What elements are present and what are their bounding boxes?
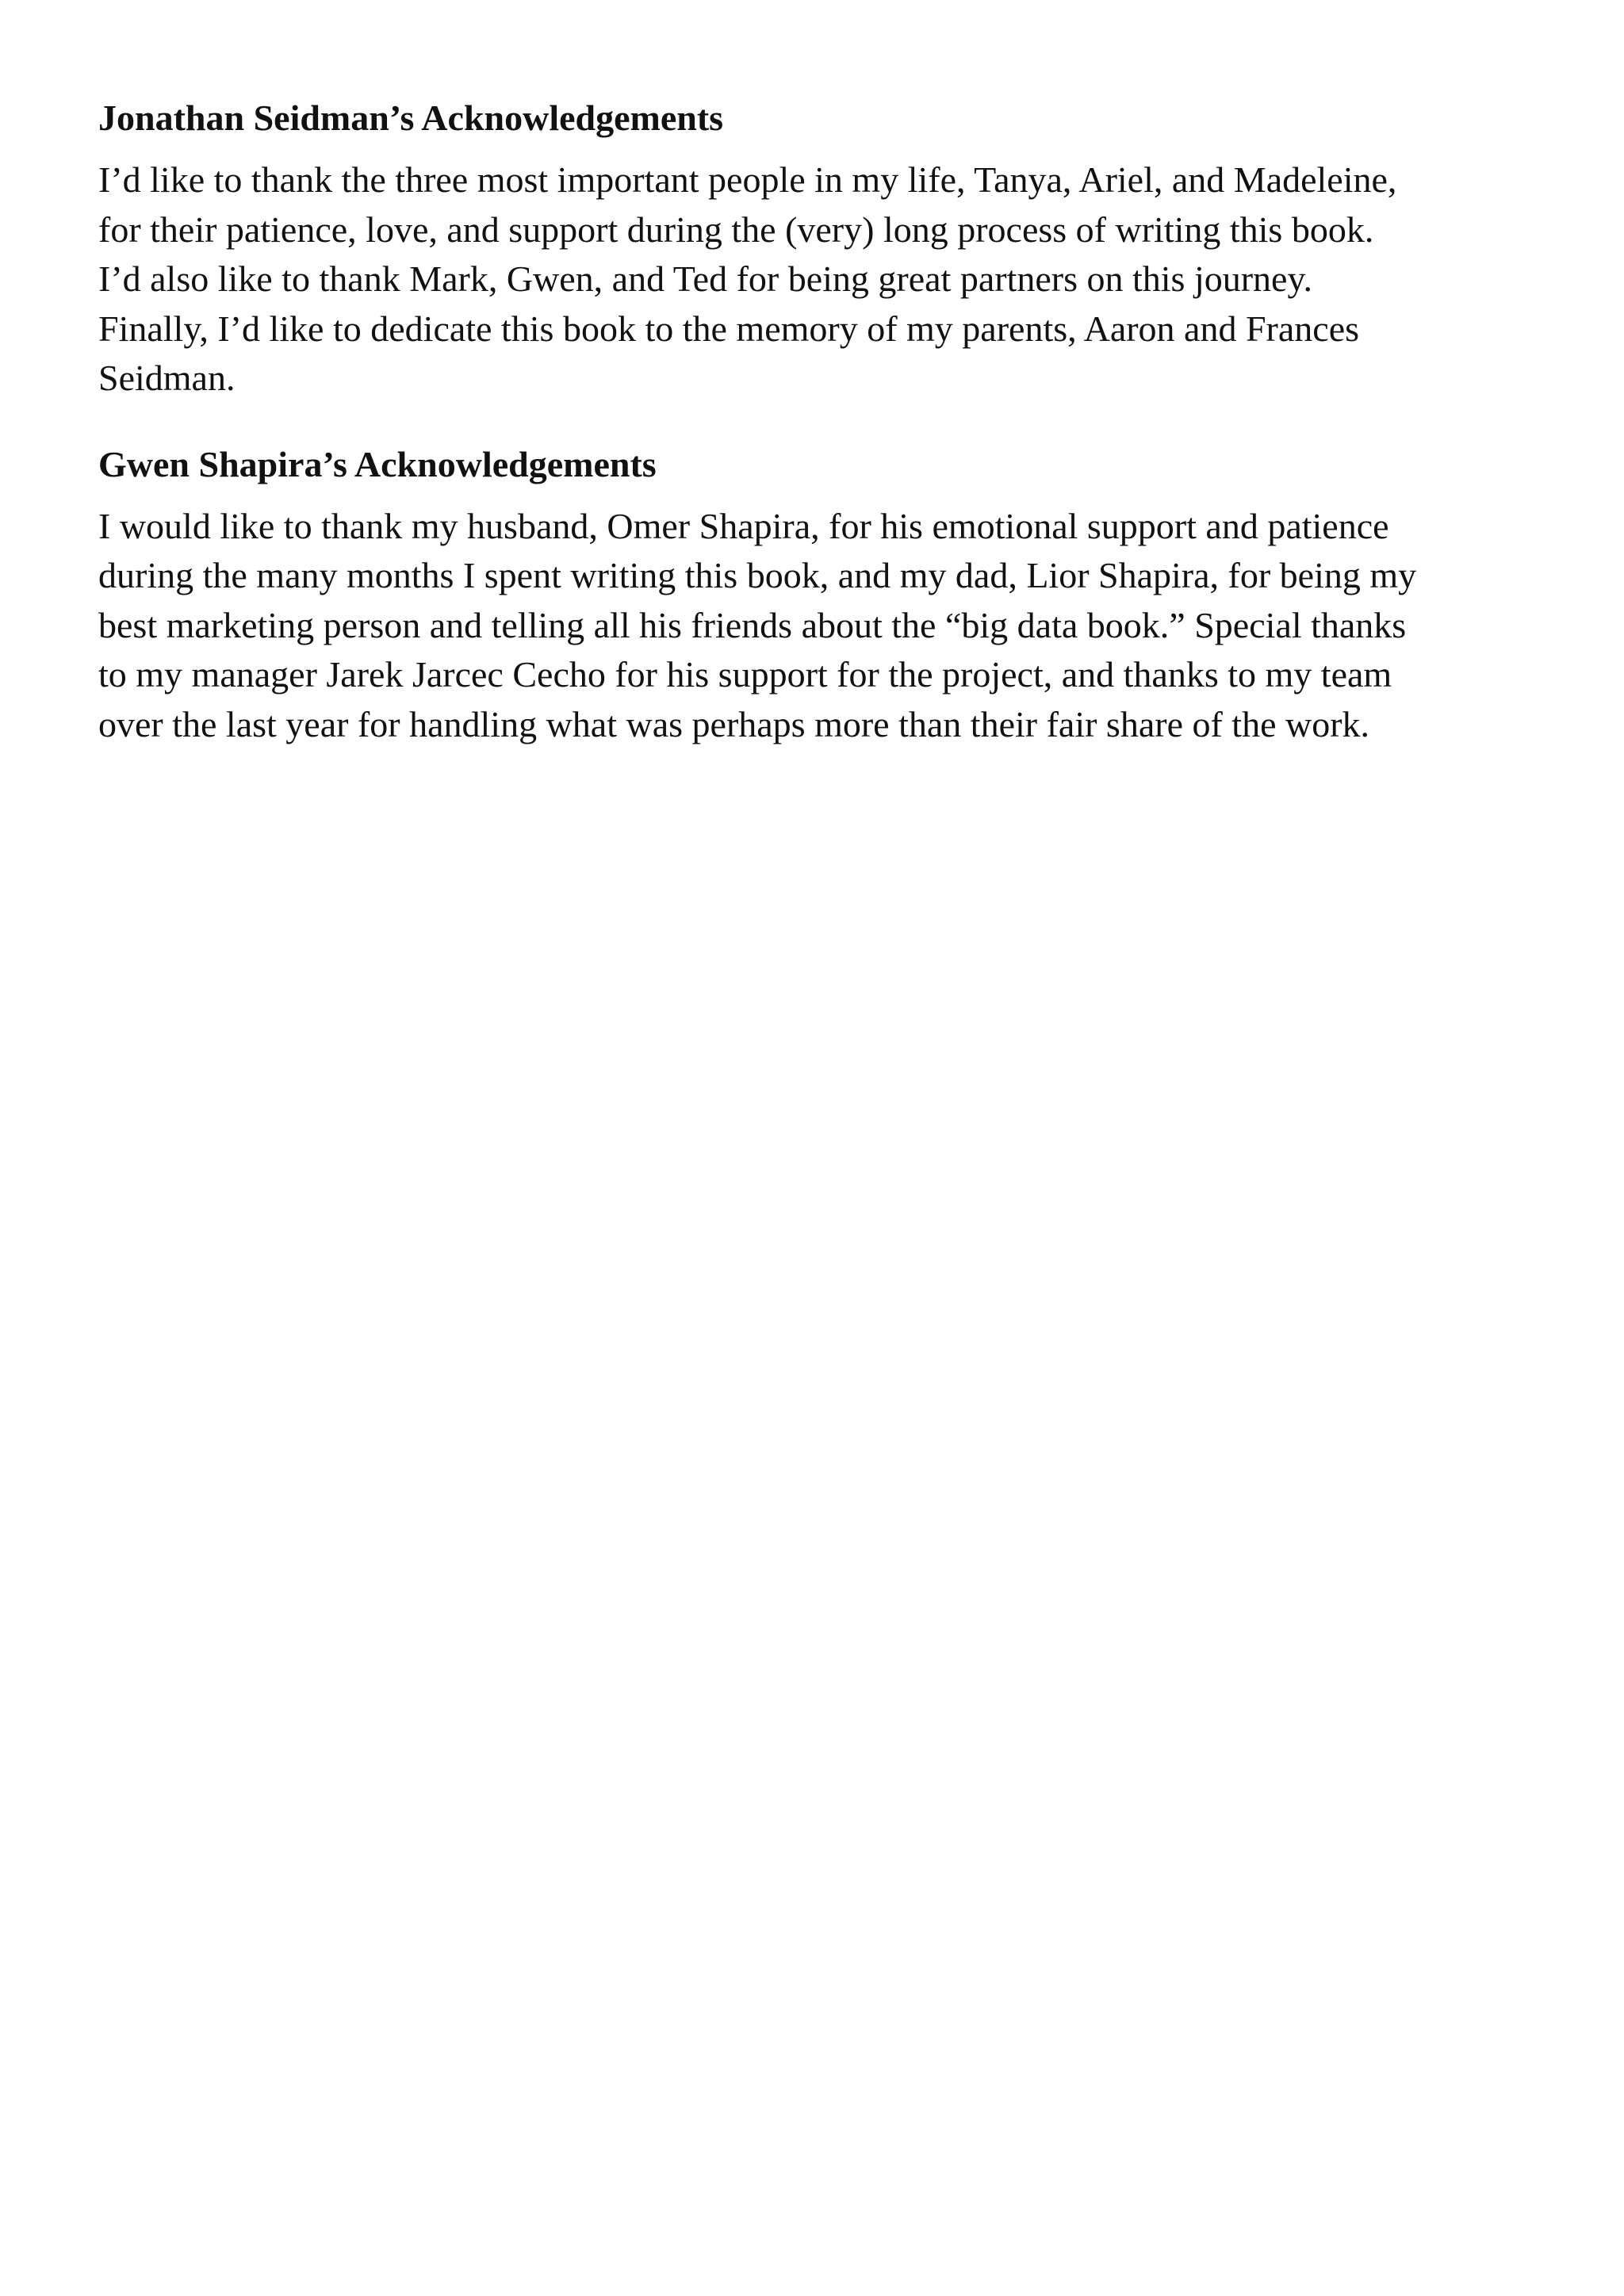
paragraph-line: Seidman. (98, 358, 236, 398)
jonathan-seidman-acknowledgements-section (98, 94, 1542, 404)
paragraph-line: I would like to thank my husband, Omer Shapira, for his emotional support and patience (98, 505, 1389, 546)
paragraph-line: over the last year for handling what was perhaps more than their fair share of the work. (98, 703, 1370, 744)
paragraph-line: for their patience, love, and support during the (very) long process of writing this book. (98, 209, 1374, 250)
document-page (98, 94, 1542, 786)
paragraph-line: I’d also like to thank Mark, Gwen, and Ted for being great partners on this journey. (98, 258, 1312, 299)
paragraph-line: Finally, I’d like to dedicate this book to the memory of my parents, Aaron and Frances (98, 308, 1360, 349)
section-paragraph (98, 502, 1542, 750)
section-paragraph (98, 155, 1542, 404)
paragraph-line: during the many months I spent writing this book, and my dad, Lior Shapira, for being my (98, 555, 1417, 595)
section-heading: Gwen Shapira’s Acknowledgements (98, 443, 657, 484)
paragraph-line: I’d like to thank the three most important people in my life, Tanya, Ariel, and Madeleine, (98, 159, 1397, 200)
paragraph-line: to my manager Jarek Jarcec Cecho for his support for the project, and thanks to my team (98, 654, 1392, 695)
gwen-shapira-acknowledgements-section (98, 440, 1542, 750)
paragraph-line: best marketing person and telling all his friends about the “big data book.” Special thanks (98, 604, 1407, 645)
section-heading: Jonathan Seidman’s Acknowledgements (98, 98, 724, 138)
